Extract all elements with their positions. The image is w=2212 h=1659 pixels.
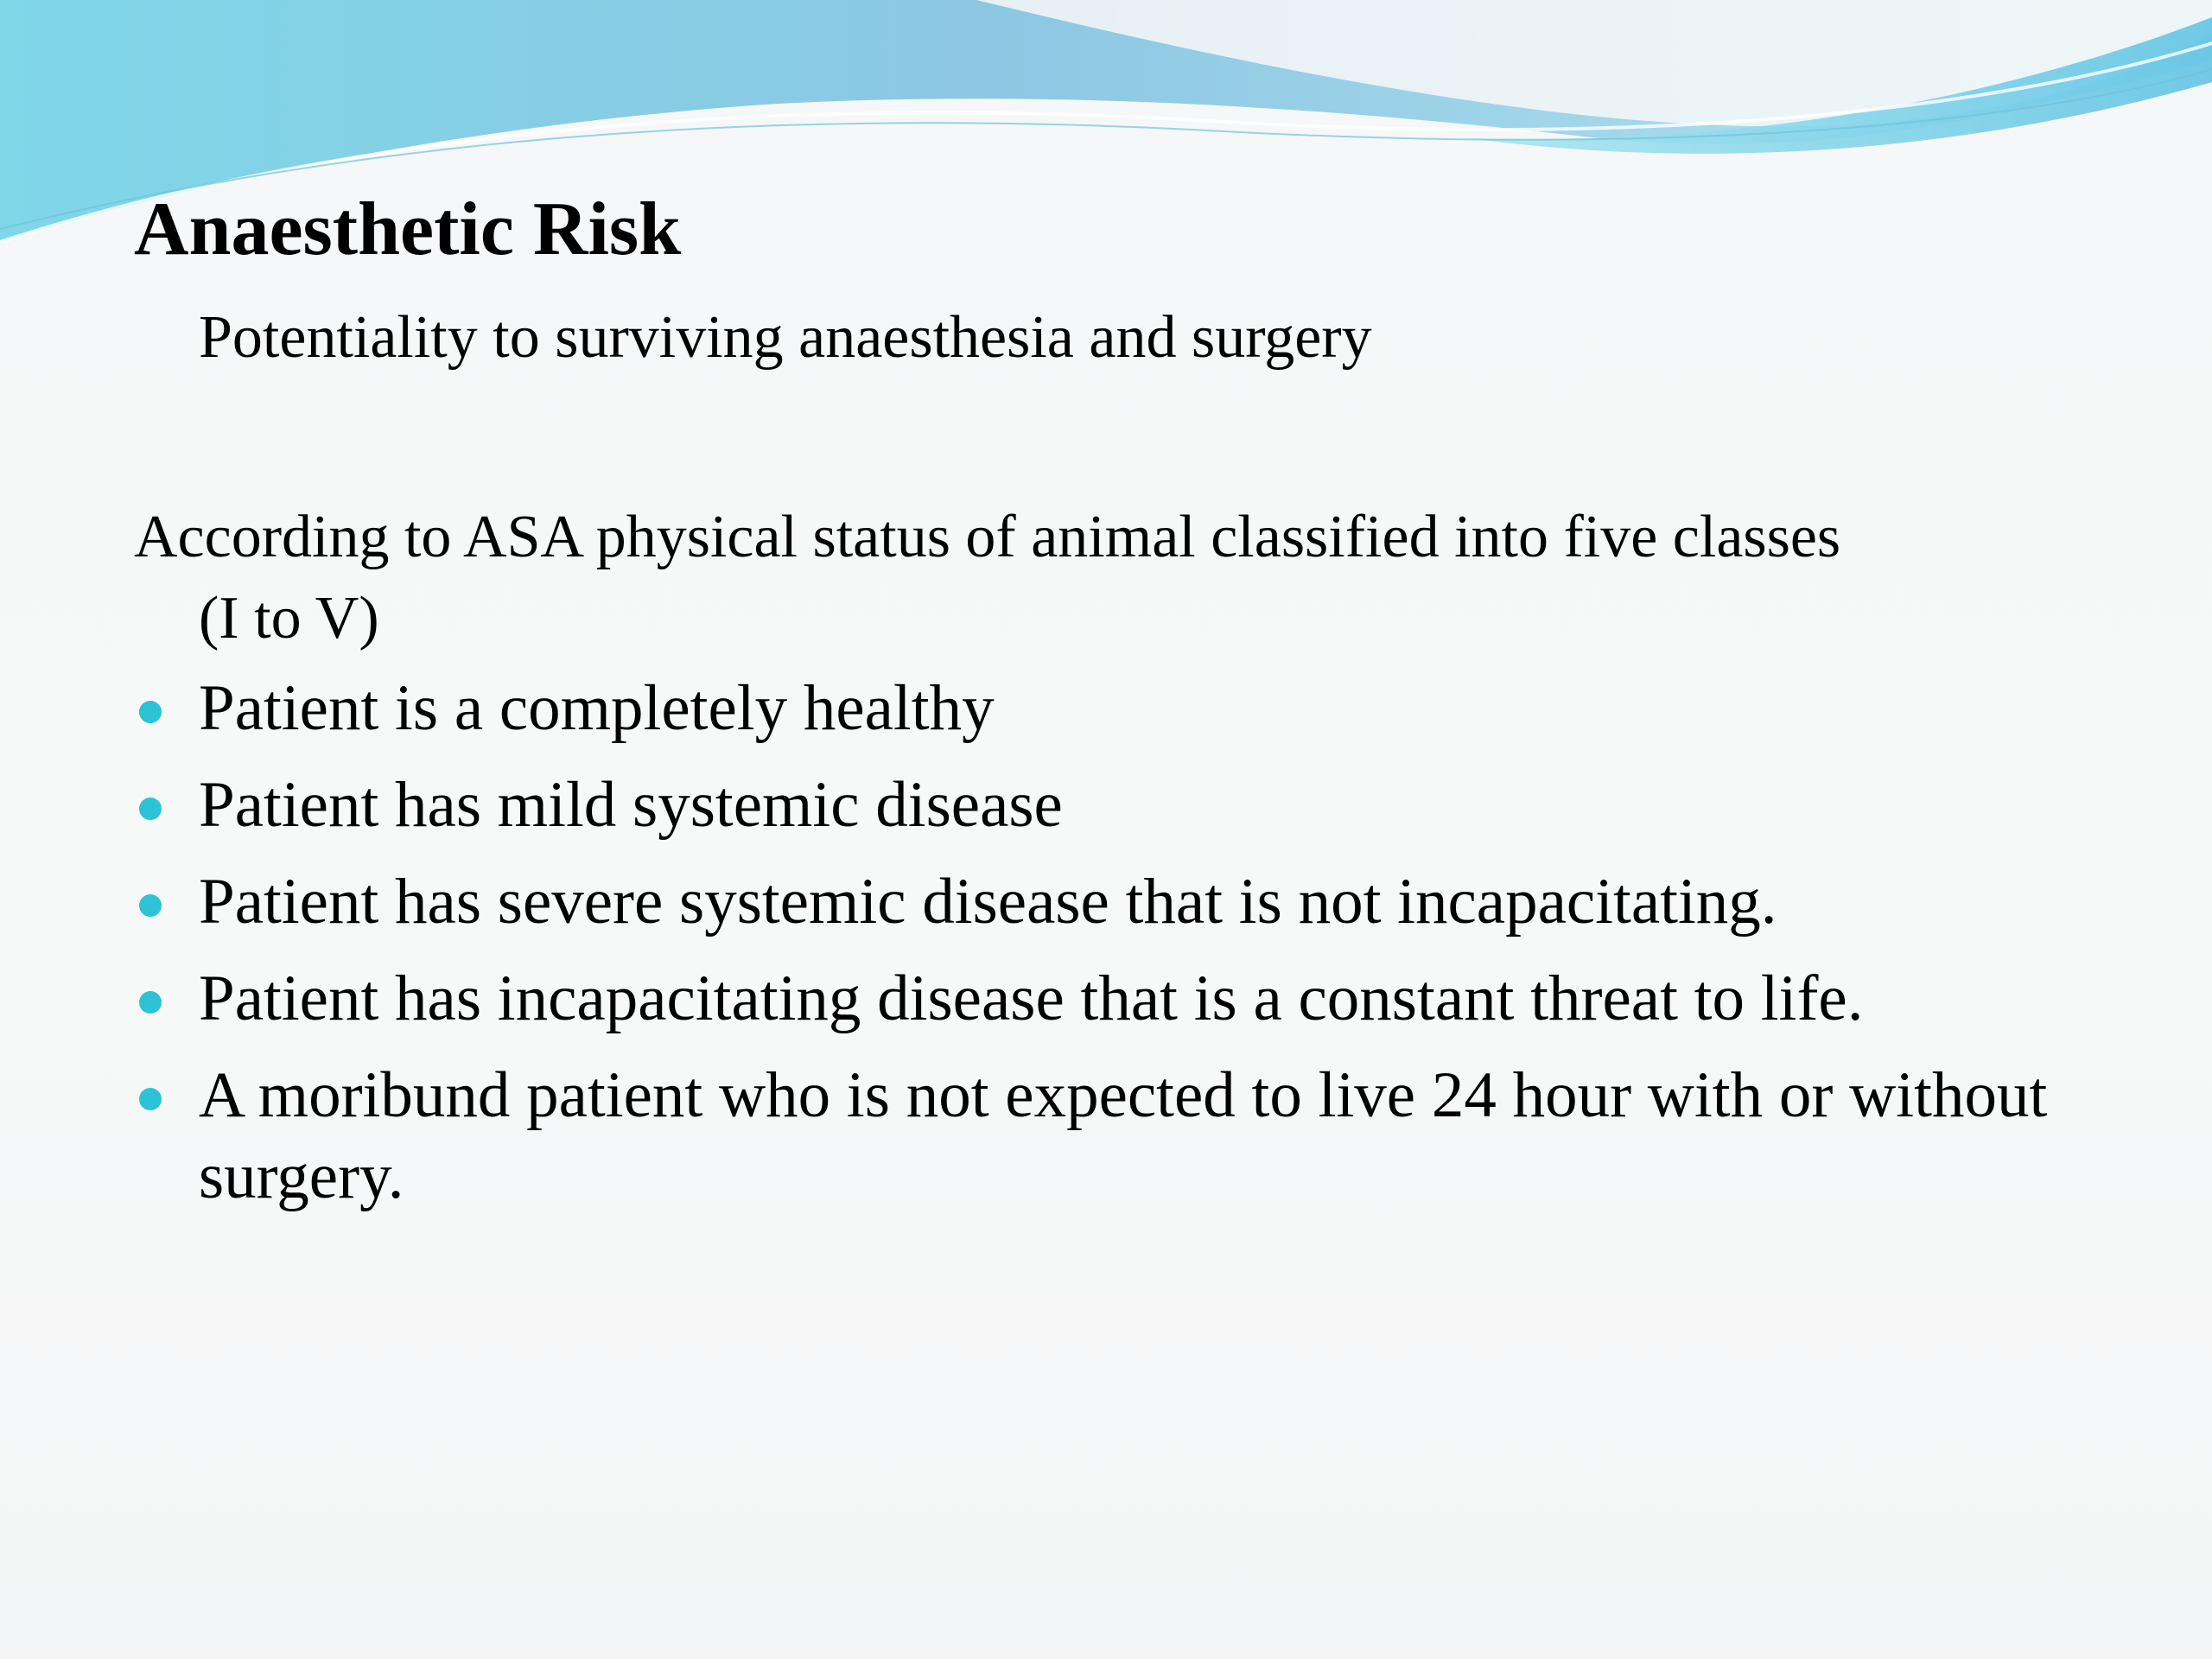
- list-item-text: Patient has mild systemic disease: [199, 769, 1063, 841]
- list-item: [134, 765, 2121, 846]
- intro-line-1: According to ASA physical status of animal classified into five classes: [134, 504, 1841, 570]
- list-item: [134, 958, 2121, 1039]
- intro-paragraph: [134, 497, 2087, 659]
- list-item-text: Patient has severe systemic disease that is not incapacitating.: [199, 866, 1777, 938]
- bullet-dot-icon: [139, 991, 162, 1014]
- bullet-dot-icon: [139, 798, 162, 820]
- list-item-text: Patient is a completely healthy: [199, 672, 995, 744]
- list-item: [134, 861, 2121, 943]
- bullet-dot-icon: [139, 701, 162, 723]
- list-item: [134, 668, 2121, 749]
- slide-subtitle: Potentiality to surviving anaesthesia and surgery: [199, 304, 1372, 371]
- intro-line-2: (I to V): [199, 585, 379, 652]
- list-item-text: A moribund patient who is not expected to live 24 hour with or without surgery.: [199, 1059, 2048, 1212]
- asa-class-list: [134, 668, 2121, 1233]
- bullet-dot-icon: [139, 894, 162, 917]
- list-item: [134, 1055, 2121, 1217]
- list-item-text: Patient has incapacitating disease that is a constant threat to life.: [199, 963, 1864, 1034]
- slide-title: Anaesthetic Risk: [134, 188, 682, 271]
- bullet-dot-icon: [139, 1088, 162, 1110]
